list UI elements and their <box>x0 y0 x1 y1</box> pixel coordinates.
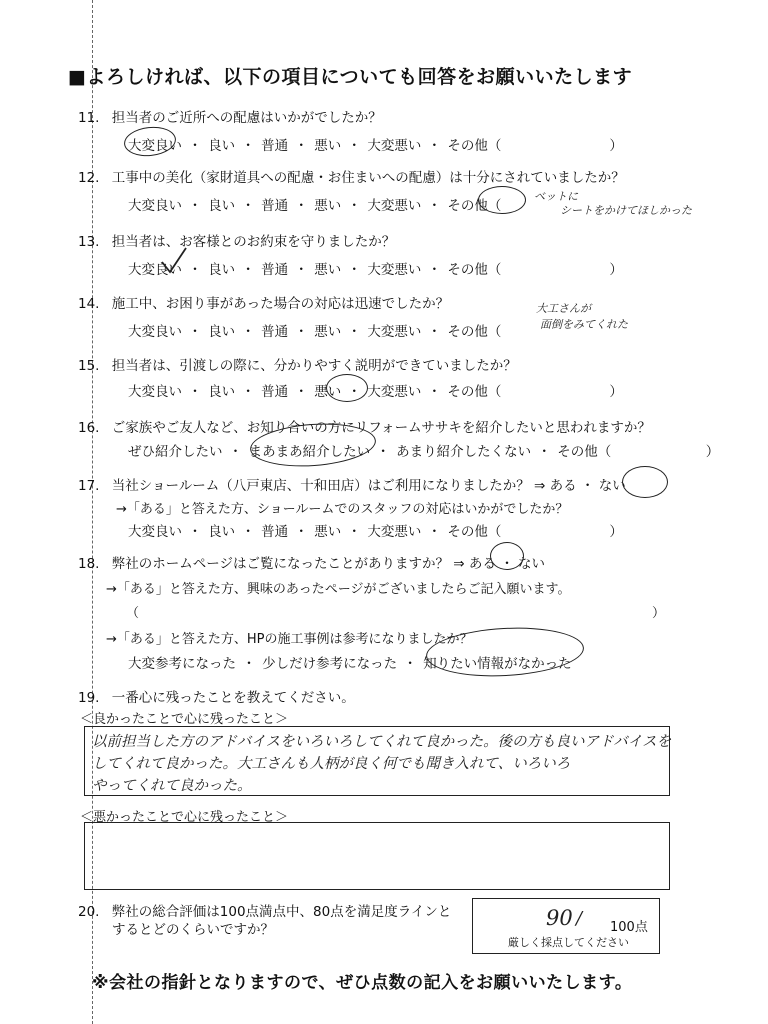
q20-text-line2: するとどのくらいですか？ <box>112 922 274 938</box>
q12-answer-mark <box>478 186 526 214</box>
q17-followup: →「ある」と答えた方、ショールームでのスタッフの対応はいかがでしたか？ <box>116 502 569 517</box>
q11-number: 11. <box>78 110 100 126</box>
q12-options[interactable]: 大変良い ・ 良い ・ 普通 ・ 悪い ・ 大変悪い ・ その他（ <box>128 198 502 214</box>
score-slash: / <box>576 908 583 929</box>
q12-handwritten-note-line1: ベットに <box>534 190 578 203</box>
q17-options[interactable]: 大変良い ・ 良い ・ 普通 ・ 悪い ・ 大変悪い ・ その他（ ） <box>128 524 623 540</box>
good-answer-line3: やってくれて良かった。 <box>92 778 252 794</box>
q13-question <box>78 230 395 250</box>
q16-options[interactable]: ぜひ紹介したい ・ まあまあ紹介したい ・ あまり紹介したくない ・ その他（ ） <box>128 444 720 460</box>
q18-answer-mark <box>490 542 524 570</box>
q11-text: 担当者のご近所への配慮はいかがでしたか？ <box>111 110 382 126</box>
bad-experience-label: ＜悪かったことで心に残ったこと＞ <box>80 810 289 825</box>
q14-options[interactable]: 大変良い ・ 良い ・ 普通 ・ 悪い ・ 大変悪い ・ その他（ <box>128 324 502 340</box>
q18-number: 18. <box>78 556 100 572</box>
q12-number: 12. <box>78 170 100 186</box>
q17-answer-mark <box>622 466 668 498</box>
q13-options[interactable]: 大変良い ・ 良い ・ 普通 ・ 悪い ・ 大変悪い ・ その他（ ） <box>128 262 623 278</box>
q14-text: 施工中、お困り事があった場合の対応は迅速でしたか？ <box>111 296 450 312</box>
score-value: 90 <box>546 906 573 930</box>
q19-number: 19. <box>78 690 100 706</box>
q18-paren-close: ） <box>652 606 666 621</box>
score-caption: 厳しく採点してください <box>508 936 629 949</box>
good-experience-label: ＜良かったことで心に残ったこと＞ <box>80 712 289 727</box>
q17-text: 当社ショールーム（八戸東店、十和田店）はご利用になりましたか？ ⇒ ある ・ ない <box>111 478 626 494</box>
q18-followup-cases: →「ある」と答えた方、HPの施工事例は参考になりましたか？ <box>106 632 473 647</box>
q12-text: 工事中の美化（家財道具への配慮・お住まいへの配慮）は十分にされていましたか？ <box>111 170 625 186</box>
q15-number: 15. <box>78 358 100 374</box>
q11-question <box>78 106 382 126</box>
q13-check-mark <box>160 246 188 276</box>
q14-question <box>78 292 449 312</box>
q20-number: 20. <box>78 904 100 920</box>
q15-text: 担当者は、引渡しの際に、分かりやすく説明ができていましたか？ <box>111 358 517 374</box>
q11-options[interactable]: 大変良い ・ 良い ・ 普通 ・ 悪い ・ 大変悪い ・ その他（ ） <box>128 138 623 154</box>
q13-number: 13. <box>78 234 100 250</box>
q20-text-line1: 弊社の総合評価は100点満点中、80点を満足度ラインと <box>111 904 452 920</box>
q17-number: 17. <box>78 478 100 494</box>
q12-handwritten-note-line2: シートをかけてほしかった <box>560 204 692 217</box>
q15-options[interactable]: 大変良い ・ 良い ・ 普通 ・ 悪い ・ 大変悪い ・ その他（ ） <box>128 384 623 400</box>
page-heading: ■よろしければ、以下の項目についても回答をお願いいたします <box>68 66 633 88</box>
q19-question <box>78 686 355 706</box>
q14-handwritten-note-line2: 面倒をみてくれた <box>540 318 628 331</box>
q18-followup-pages: →「ある」と答えた方、興味のあったページがございましたらご記入願います。 <box>106 582 571 597</box>
q16-text: ご家族やご友人など、お知り合いの方にリフォームササキを紹介したいと思われますか？ <box>111 420 651 436</box>
q14-handwritten-note-line1: 大工さんが <box>536 302 591 315</box>
q15-question <box>78 354 517 374</box>
score-max: 100点 <box>610 920 648 935</box>
q12-question <box>78 166 625 186</box>
q17-question <box>78 474 626 494</box>
q13-text: 担当者は、お客様とのお約束を守りましたか？ <box>111 234 396 250</box>
q18-text: 弊社のホームページはご覧になったことがありますか？ ⇒ ある ・ ない <box>111 556 545 572</box>
bad-experience-box[interactable] <box>84 822 670 890</box>
q19-text: 一番心に残ったことを教えてください。 <box>111 690 355 706</box>
footer-note: ※会社の指針となりますので、ぜひ点数の記入をお願いいたします。 <box>92 973 633 993</box>
q15-answer-mark <box>326 374 368 402</box>
q16-number: 16. <box>78 420 100 436</box>
q18-cases-options[interactable]: 大変参考になった ・ 少しだけ参考になった ・ 知りたい情報がなかった <box>128 656 572 672</box>
good-answer-line1: 以前担当した方のアドバイスをいろいろしてくれて良かった。後の方も良いアドバイスを <box>92 734 672 750</box>
q18-paren-open: （ <box>126 606 140 621</box>
good-answer-line2: してくれて良かった。大工さんも人柄が良く何でも聞き入れて、いろいろ <box>92 756 571 772</box>
q14-number: 14. <box>78 296 100 312</box>
q20-question-line1 <box>78 900 451 920</box>
q18-question <box>78 552 545 572</box>
